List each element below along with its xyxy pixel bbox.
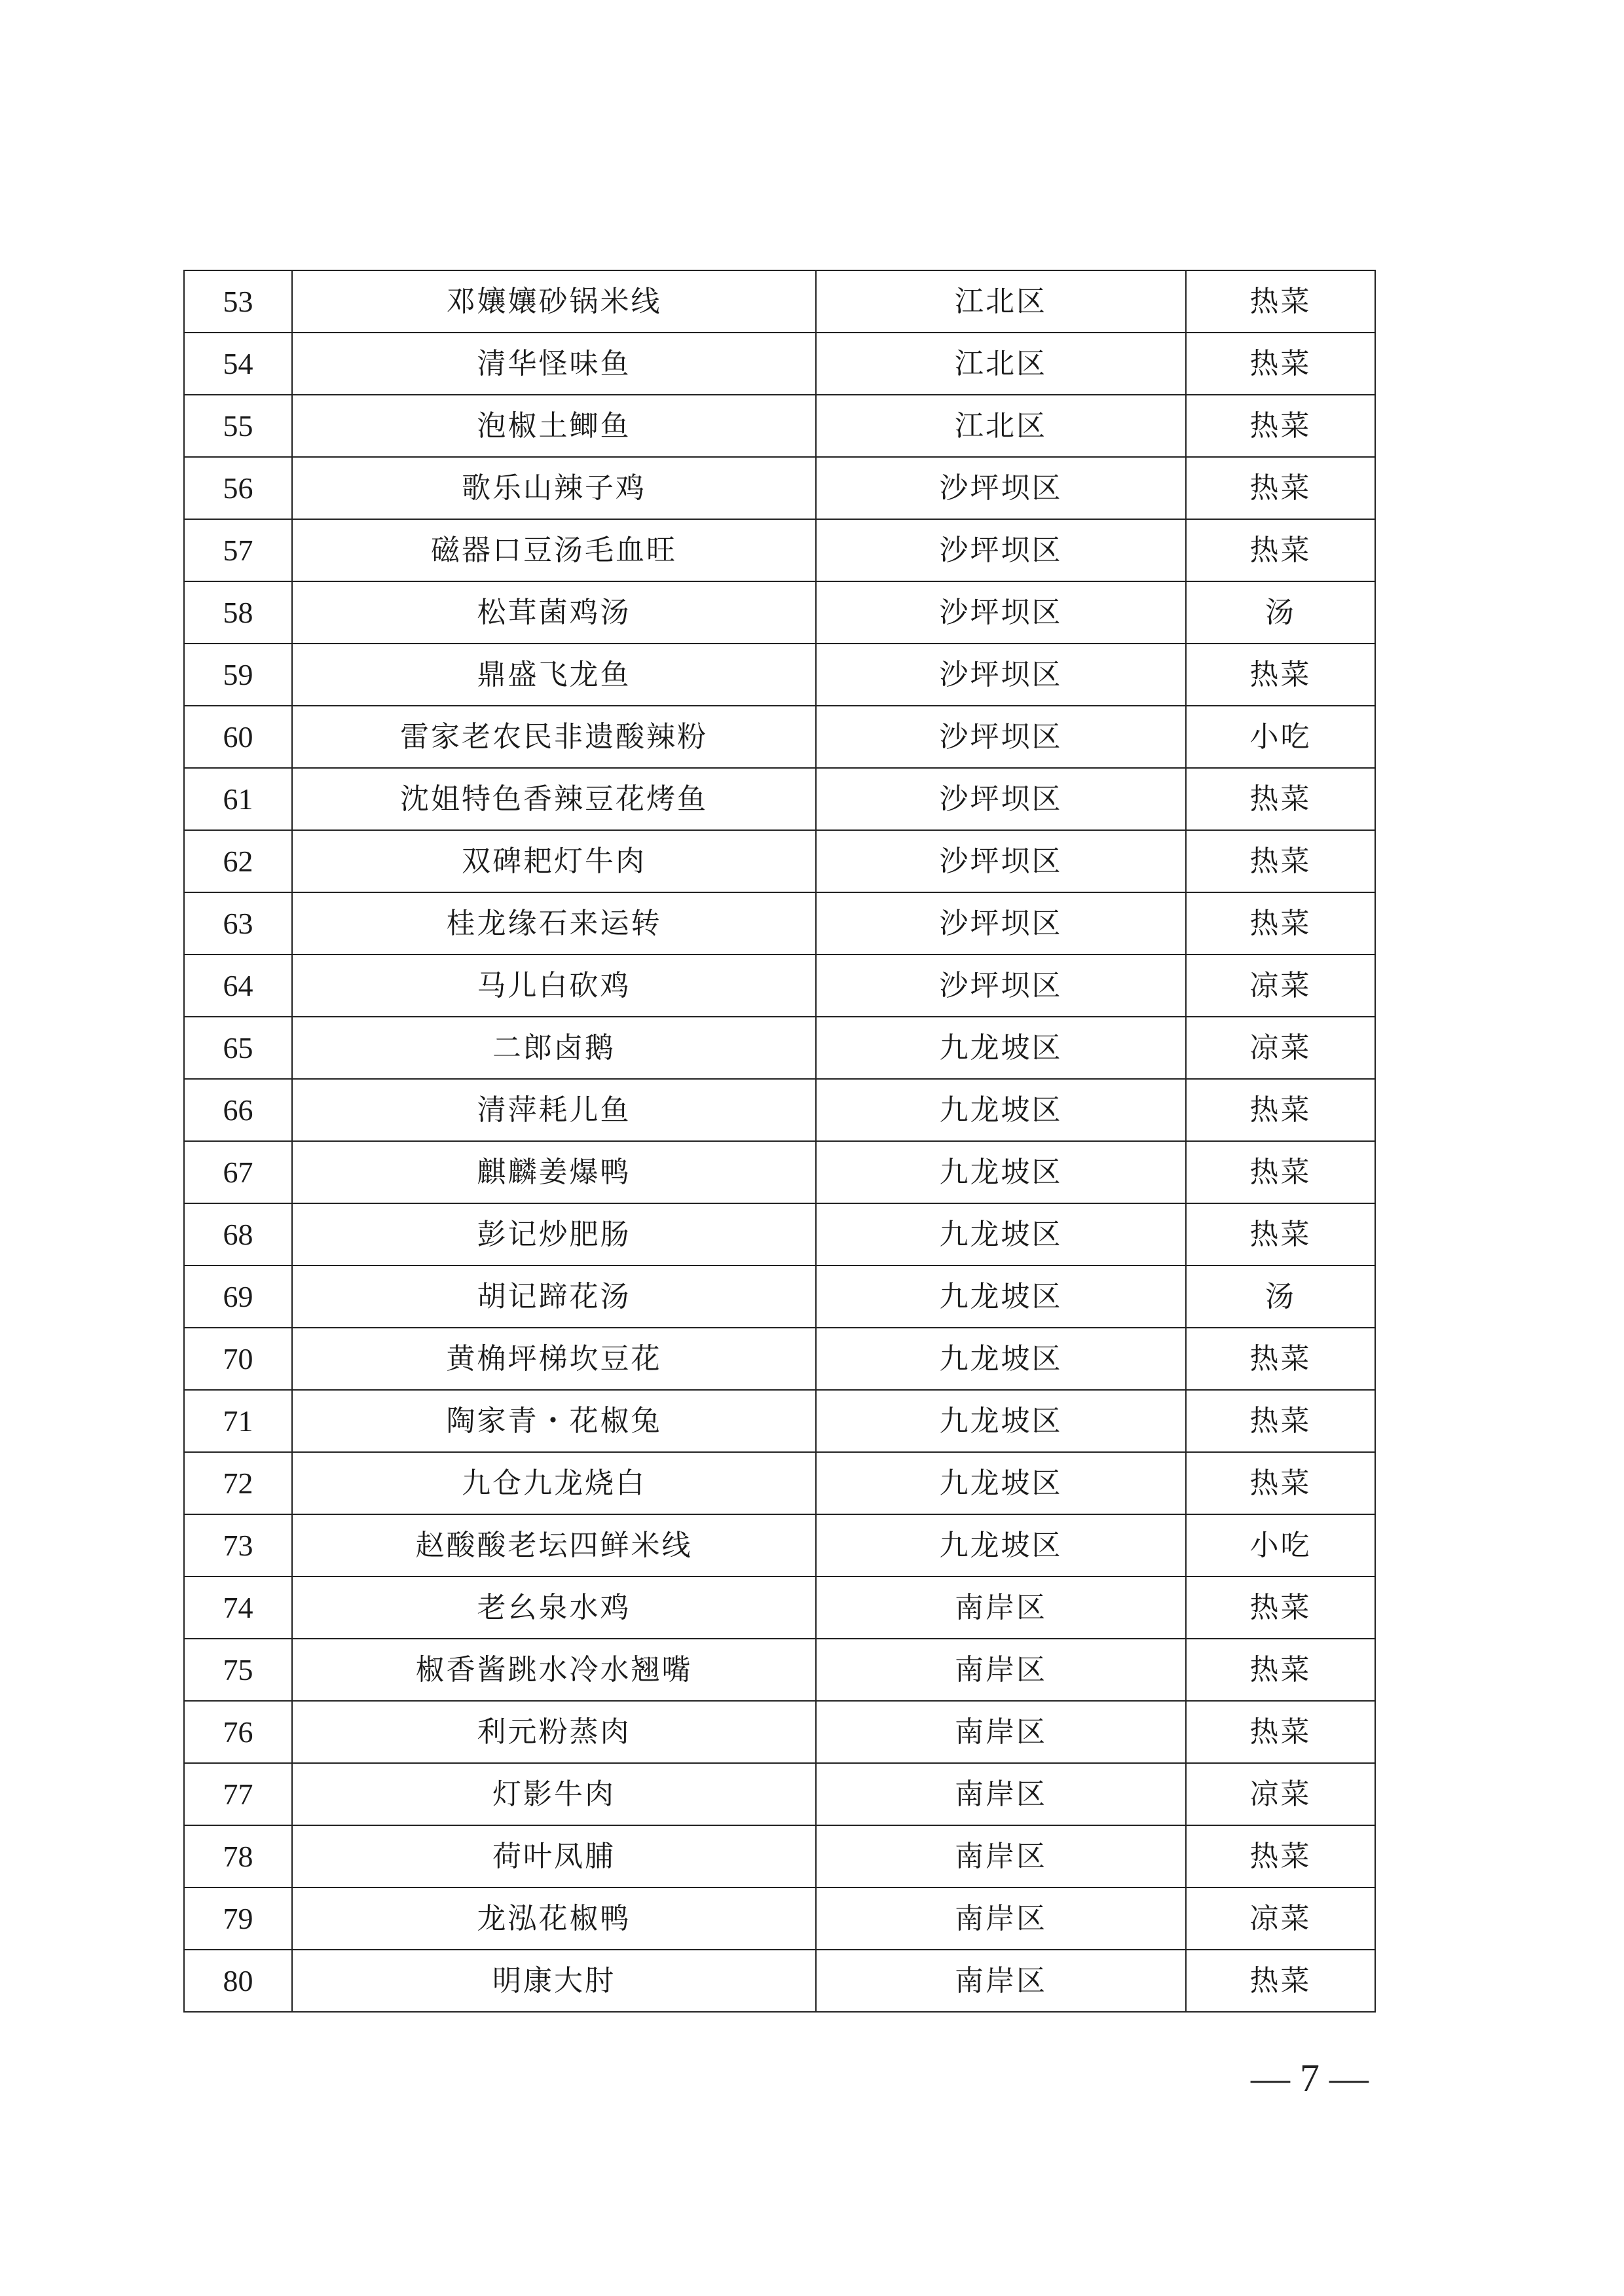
dish-name-cell: 椒香酱跳水冷水翘嘴 <box>292 1639 816 1701</box>
dish-name-cell: 松茸菌鸡汤 <box>292 581 816 644</box>
row-number-cell: 78 <box>184 1825 292 1887</box>
category-cell: 热菜 <box>1186 519 1375 581</box>
category-cell: 热菜 <box>1186 270 1375 333</box>
dish-name-cell: 老幺泉水鸡 <box>292 1576 816 1639</box>
dish-name-cell: 荷叶凤脯 <box>292 1825 816 1887</box>
district-cell: 九龙坡区 <box>816 1203 1186 1266</box>
row-number-cell: 73 <box>184 1514 292 1576</box>
dish-name-cell: 利元粉蒸肉 <box>292 1701 816 1763</box>
district-cell: 江北区 <box>816 395 1186 457</box>
category-cell: 热菜 <box>1186 892 1375 955</box>
category-cell: 汤 <box>1186 581 1375 644</box>
category-cell: 小吃 <box>1186 1514 1375 1576</box>
district-cell: 江北区 <box>816 270 1186 333</box>
row-number-cell: 69 <box>184 1266 292 1328</box>
row-number-cell: 60 <box>184 706 292 768</box>
category-cell: 凉菜 <box>1186 1017 1375 1079</box>
district-cell: 九龙坡区 <box>816 1514 1186 1576</box>
category-cell: 热菜 <box>1186 333 1375 395</box>
row-number-cell: 72 <box>184 1452 292 1514</box>
row-number-cell: 76 <box>184 1701 292 1763</box>
district-cell: 江北区 <box>816 333 1186 395</box>
table-body <box>184 270 1375 2012</box>
district-cell: 沙坪坝区 <box>816 581 1186 644</box>
dish-name-cell: 赵酸酸老坛四鲜米线 <box>292 1514 816 1576</box>
category-cell: 热菜 <box>1186 1390 1375 1452</box>
dish-name-cell: 黄桷坪梯坎豆花 <box>292 1328 816 1390</box>
table-row <box>184 519 1375 581</box>
category-cell: 热菜 <box>1186 1079 1375 1141</box>
dish-name-cell: 清华怪味鱼 <box>292 333 816 395</box>
dish-name-cell: 九仓九龙烧白 <box>292 1452 816 1514</box>
table-row <box>184 270 1375 333</box>
table-row <box>184 768 1375 830</box>
dish-name-cell: 二郎卤鹅 <box>292 1017 816 1079</box>
dish-name-cell: 鼎盛飞龙鱼 <box>292 644 816 706</box>
row-number-cell: 66 <box>184 1079 292 1141</box>
dish-name-cell: 陶家青・花椒兔 <box>292 1390 816 1452</box>
row-number-cell: 70 <box>184 1328 292 1390</box>
category-cell: 热菜 <box>1186 1639 1375 1701</box>
category-cell: 汤 <box>1186 1266 1375 1328</box>
table-row <box>184 1576 1375 1639</box>
dish-name-cell: 邓孃孃砂锅米线 <box>292 270 816 333</box>
category-cell: 小吃 <box>1186 706 1375 768</box>
category-cell: 热菜 <box>1186 1576 1375 1639</box>
dish-name-cell: 清萍耗儿鱼 <box>292 1079 816 1141</box>
category-cell: 热菜 <box>1186 1203 1375 1266</box>
district-cell: 沙坪坝区 <box>816 892 1186 955</box>
table-row <box>184 1887 1375 1950</box>
table-row <box>184 644 1375 706</box>
district-cell: 沙坪坝区 <box>816 519 1186 581</box>
dish-name-cell: 桂龙缘石来运转 <box>292 892 816 955</box>
row-number-cell: 65 <box>184 1017 292 1079</box>
dish-name-cell: 麒麟姜爆鸭 <box>292 1141 816 1203</box>
page-number: — 7 — <box>1251 2056 1369 2100</box>
row-number-cell: 62 <box>184 830 292 892</box>
table-row <box>184 1017 1375 1079</box>
table-row <box>184 1390 1375 1452</box>
district-cell: 南岸区 <box>816 1825 1186 1887</box>
table-row <box>184 333 1375 395</box>
district-cell: 沙坪坝区 <box>816 768 1186 830</box>
row-number-cell: 68 <box>184 1203 292 1266</box>
category-cell: 热菜 <box>1186 1328 1375 1390</box>
table-row <box>184 457 1375 519</box>
district-cell: 九龙坡区 <box>816 1390 1186 1452</box>
dish-name-cell: 磁器口豆汤毛血旺 <box>292 519 816 581</box>
row-number-cell: 75 <box>184 1639 292 1701</box>
row-number-cell: 58 <box>184 581 292 644</box>
district-cell: 九龙坡区 <box>816 1079 1186 1141</box>
table-row <box>184 1452 1375 1514</box>
district-cell: 沙坪坝区 <box>816 644 1186 706</box>
district-cell: 沙坪坝区 <box>816 955 1186 1017</box>
row-number-cell: 79 <box>184 1887 292 1950</box>
district-cell: 沙坪坝区 <box>816 830 1186 892</box>
district-cell: 南岸区 <box>816 1887 1186 1950</box>
district-cell: 九龙坡区 <box>816 1452 1186 1514</box>
district-cell: 南岸区 <box>816 1701 1186 1763</box>
dish-name-cell: 彭记炒肥肠 <box>292 1203 816 1266</box>
district-cell: 九龙坡区 <box>816 1266 1186 1328</box>
district-cell: 南岸区 <box>816 1950 1186 2012</box>
district-cell: 南岸区 <box>816 1576 1186 1639</box>
dish-name-cell: 明康大肘 <box>292 1950 816 2012</box>
table-row <box>184 706 1375 768</box>
table-row <box>184 1950 1375 2012</box>
row-number-cell: 61 <box>184 768 292 830</box>
dish-name-cell: 双碑耙灯牛肉 <box>292 830 816 892</box>
table-row <box>184 1328 1375 1390</box>
row-number-cell: 56 <box>184 457 292 519</box>
table-row <box>184 1514 1375 1576</box>
district-cell: 沙坪坝区 <box>816 457 1186 519</box>
table-row <box>184 1825 1375 1887</box>
category-cell: 热菜 <box>1186 1452 1375 1514</box>
dish-name-cell: 沈姐特色香辣豆花烤鱼 <box>292 768 816 830</box>
table-row <box>184 1639 1375 1701</box>
category-cell: 热菜 <box>1186 768 1375 830</box>
table-row <box>184 1266 1375 1328</box>
category-cell: 热菜 <box>1186 395 1375 457</box>
category-cell: 热菜 <box>1186 1701 1375 1763</box>
category-cell: 热菜 <box>1186 1950 1375 2012</box>
district-cell: 九龙坡区 <box>816 1328 1186 1390</box>
dish-name-cell: 泡椒土鲫鱼 <box>292 395 816 457</box>
dish-name-cell: 龙泓花椒鸭 <box>292 1887 816 1950</box>
row-number-cell: 55 <box>184 395 292 457</box>
row-number-cell: 71 <box>184 1390 292 1452</box>
row-number-cell: 64 <box>184 955 292 1017</box>
table-row <box>184 1701 1375 1763</box>
dish-name-cell: 歌乐山辣子鸡 <box>292 457 816 519</box>
table-row <box>184 395 1375 457</box>
category-cell: 热菜 <box>1186 1141 1375 1203</box>
table-row <box>184 1763 1375 1825</box>
dish-list-table <box>183 270 1376 2013</box>
district-cell: 南岸区 <box>816 1639 1186 1701</box>
district-cell: 九龙坡区 <box>816 1017 1186 1079</box>
row-number-cell: 77 <box>184 1763 292 1825</box>
category-cell: 热菜 <box>1186 1825 1375 1887</box>
category-cell: 热菜 <box>1186 457 1375 519</box>
category-cell: 热菜 <box>1186 830 1375 892</box>
row-number-cell: 54 <box>184 333 292 395</box>
category-cell: 凉菜 <box>1186 1763 1375 1825</box>
table-row <box>184 1141 1375 1203</box>
row-number-cell: 74 <box>184 1576 292 1639</box>
dish-name-cell: 胡记蹄花汤 <box>292 1266 816 1328</box>
district-cell: 沙坪坝区 <box>816 706 1186 768</box>
dish-name-cell: 雷家老农民非遗酸辣粉 <box>292 706 816 768</box>
table-row <box>184 1203 1375 1266</box>
category-cell: 热菜 <box>1186 644 1375 706</box>
dish-name-cell: 灯影牛肉 <box>292 1763 816 1825</box>
table-row <box>184 892 1375 955</box>
district-cell: 九龙坡区 <box>816 1141 1186 1203</box>
category-cell: 凉菜 <box>1186 955 1375 1017</box>
table-row <box>184 830 1375 892</box>
row-number-cell: 67 <box>184 1141 292 1203</box>
district-cell: 南岸区 <box>816 1763 1186 1825</box>
table-row <box>184 955 1375 1017</box>
row-number-cell: 57 <box>184 519 292 581</box>
table-row <box>184 581 1375 644</box>
row-number-cell: 59 <box>184 644 292 706</box>
row-number-cell: 80 <box>184 1950 292 2012</box>
category-cell: 凉菜 <box>1186 1887 1375 1950</box>
dish-name-cell: 马儿白砍鸡 <box>292 955 816 1017</box>
table-row <box>184 1079 1375 1141</box>
row-number-cell: 53 <box>184 270 292 333</box>
row-number-cell: 63 <box>184 892 292 955</box>
